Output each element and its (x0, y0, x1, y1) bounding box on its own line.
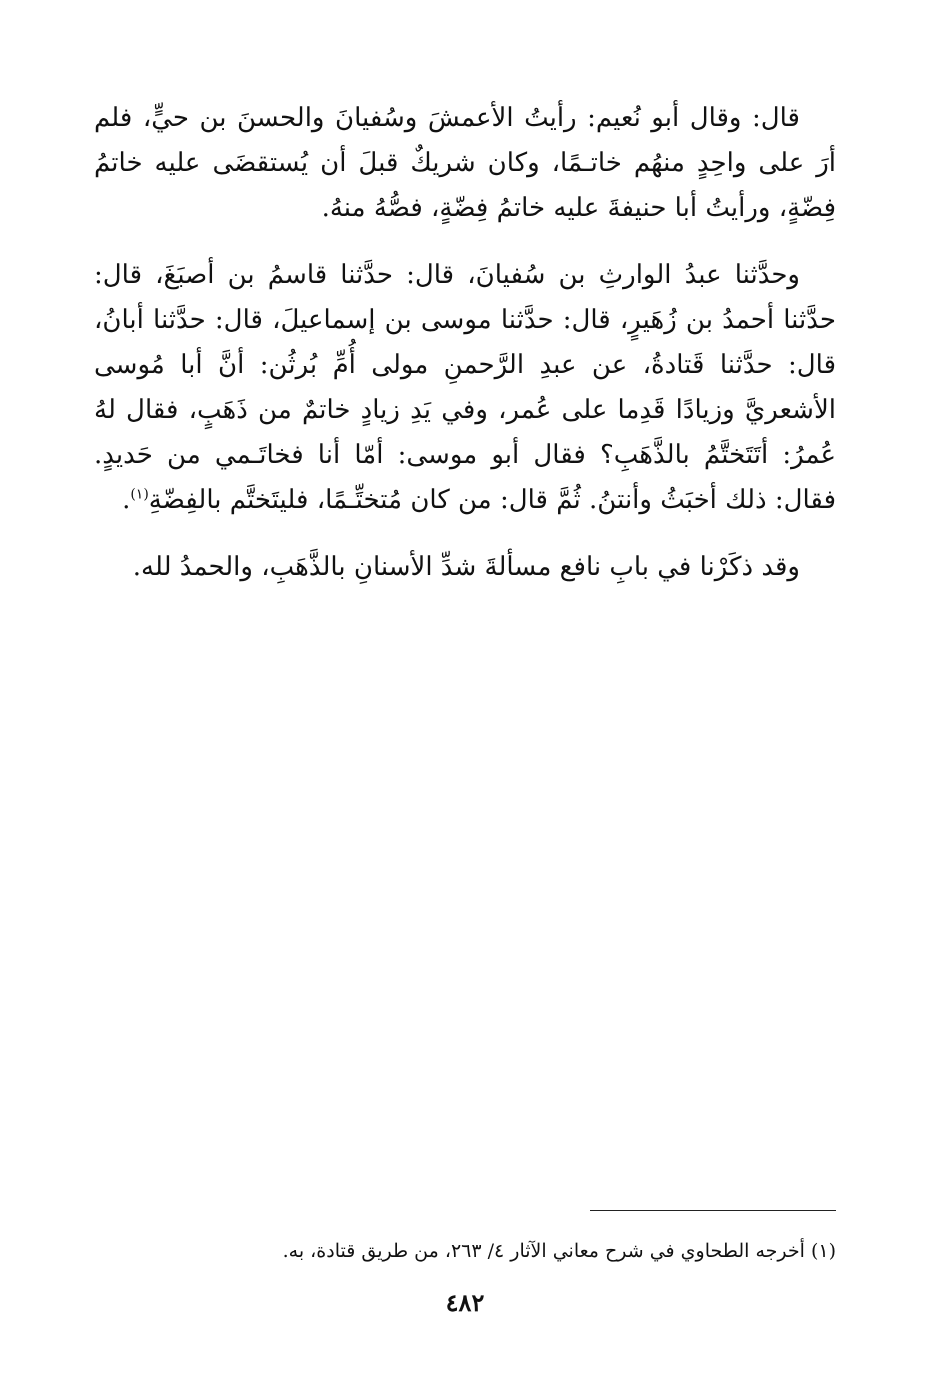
paragraph-2-text: وحدَّثنا عبدُ الوارثِ بن سُفيانَ، قال: حدَّثنا قاسمُ بن أصبَغَ، قال: حدَّثنا أحمدُ بن زُهَيرٍ، قال: حدَّثنا موسى بن إسماعيلَ، قال: حدَّثنا أبانُ، قال: حدَّثنا قَتادةُ، عن عبدِ الرَّحمنِ مولى أُمِّ بُرثُن: أنَّ أبا مُوسى الأشعريَّ وزيادًا قَدِما على عُمر، وفي يَدِ زيادٍ خاتمٌ من ذَهَبٍ، فقال لهُ عُمرُ: أتَتَختَّمُ بالذَّهَبِ؟ فقال أبو موسى: أمّا أنا فخاتَـمي من حَديدٍ. فقال: ذلك أخبَثُ وأنتنُ. ثُمَّ قال: من كان مُتختِّـمًا، فليتَختَّم بالفِضّةِ (94, 260, 836, 515)
paragraph-2 (94, 253, 836, 523)
footnote-reference[interactable]: (١) (130, 486, 149, 503)
paragraph-3: وقد ذكَرْنا في بابِ نافع مسألةَ شدِّ الأسنانِ بالذَّهَبِ، والحمدُ لله. (132, 552, 800, 582)
paragraph-1: قال: وقال أبو نُعيم: رأيتُ الأعمشَ وسُفيانَ والحسنَ بن حيٍّ، فلم أرَ على واحِدٍ منهُم خاتـمًا، وكان شريكٌ قبلَ أن يُستقضَى عليه خاتمُ فِضّةٍ، ورأيتُ أبا حنيفةَ عليه خاتمُ فِضّةٍ، فصُّهُ منهُ. (94, 103, 836, 223)
page-number: ٤٨٢ (445, 1288, 485, 1317)
footnote-divider (590, 1210, 836, 1211)
main-text (94, 96, 836, 612)
footnote: (١) أخرجه الطحاوي في شرح معاني الآثار ٤/ ٢٦٣، من طريق قتادة، به. (282, 1240, 836, 1262)
paragraph-2-end: . (122, 485, 131, 515)
